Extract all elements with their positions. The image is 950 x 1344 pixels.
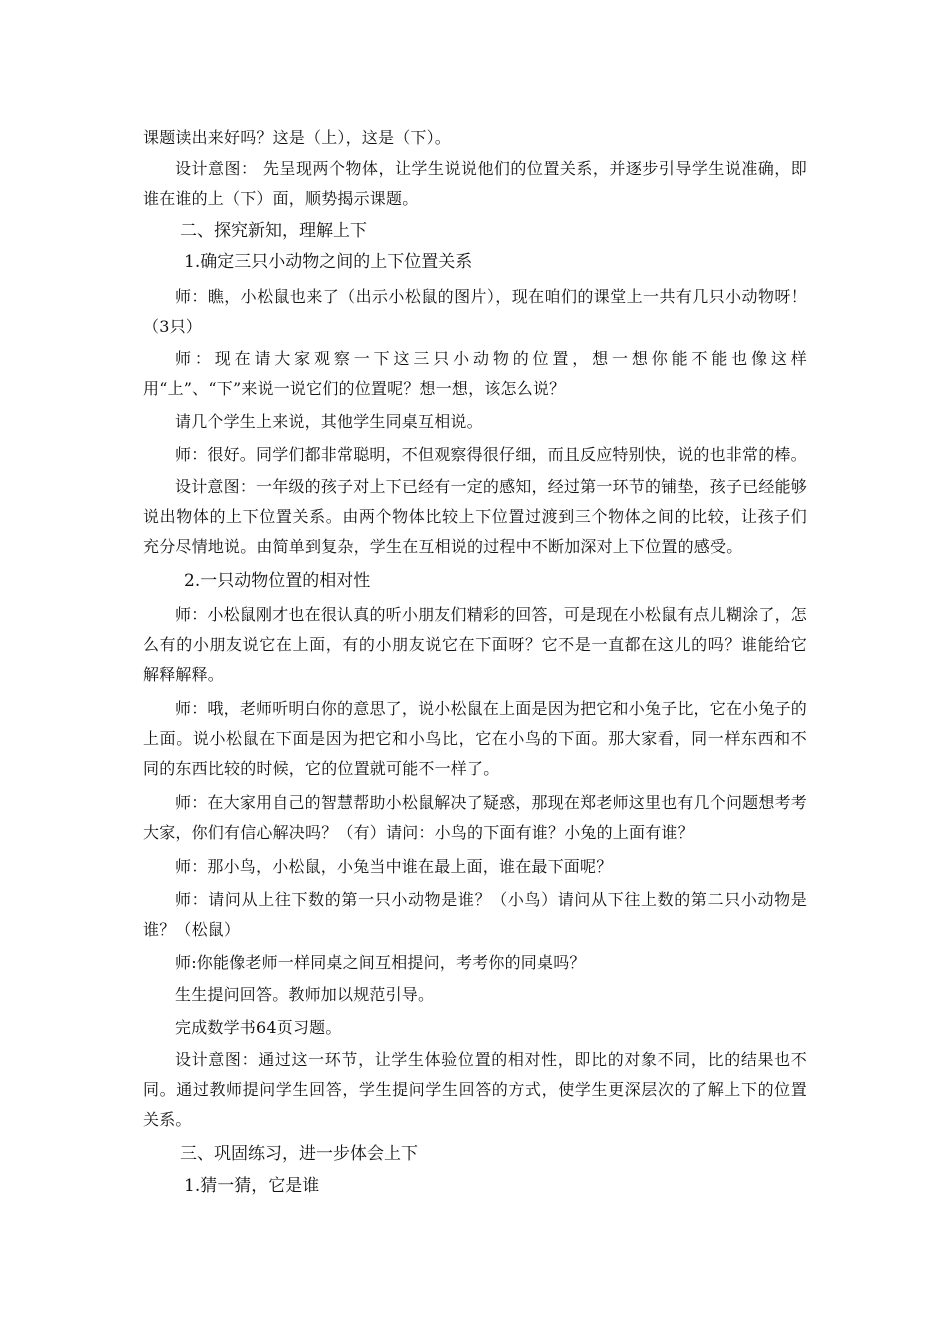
paragraph-intro-end: 课题读出来好吗？这是（上），这是（下）。 — [143, 128, 452, 147]
section-heading-3: 三、巩固练习，进一步体会上下 — [180, 1144, 418, 1164]
paragraph-teacher-5: 师：哦，老师听明白你的意思了，说小松鼠在上面是因为把它和小兔子比，它在小兔子的上面。说小松鼠在下面是因为把它和小鸟比，它在小鸟的下面。那大家看，同一样东西和不同的东西比较的时候，它的位置就可能不一样了。 — [143, 699, 807, 778]
section-heading-2: 二、探究新知，理解上下 — [180, 221, 367, 241]
paragraph-design-intent-3: 设计意图：通过这一环节，让学生体验位置的相对性，即比的对象不同，比的结果也不同。通过教师提问学生回答，学生提问学生回答的方式，使学生更深层次的了解上下的位置关系。 — [143, 1050, 807, 1129]
paragraph-teacher-1: 师：瞧，小松鼠也来了（出示小松鼠的图片），现在咱们的课堂上一共有几只小动物呀！（3只） — [143, 287, 807, 336]
subsection-heading-2-2: 2.一只动物位置的相对性 — [184, 571, 371, 591]
paragraph-exercise: 完成数学书64页习题。 — [175, 1018, 342, 1037]
paragraph-teacher-7: 师：那小鸟，小松鼠，小兔当中谁在最上面，谁在最下面呢？ — [175, 857, 613, 876]
paragraph-students-qa: 生生提问回答。教师加以规范引导。 — [175, 985, 435, 1004]
paragraph-design-intent-1: 设计意图： 先呈现两个物体，让学生说说他们的位置关系，并逐步引导学生说准确，即谁在谁的上（下）面，顺势揭示课题。 — [143, 159, 807, 208]
paragraph-teacher-6: 师：在大家用自己的智慧帮助小松鼠解决了疑惑，那现在郑老师这里也有几个问题想考考大家，你们有信心解决吗？（有）请问：小鸟的下面有谁？小兔的上面有谁？ — [143, 793, 807, 842]
paragraph-design-intent-2: 设计意图：一年级的孩子对上下已经有一定的感知，经过第一环节的铺垫，孩子已经能够说出物体的上下位置关系。由两个物体比较上下位置过渡到三个物体之间的比较，让孩子们充分尽情地说。由简单到复杂，学生在互相说的过程中不断加深对上下位置的感受。 — [143, 477, 807, 556]
paragraph-teacher-9: 师:你能像老师一样同桌之间互相提问，考考你的同桌吗？ — [175, 953, 586, 972]
paragraph-teacher-2: 师：现在请大家观察一下这三只小动物的位置，想一想你能不能也像这样用“上”、“下”来说一说它们的位置呢？想一想，该怎么说？ — [143, 349, 807, 398]
paragraph-teacher-3: 师：很好。同学们都非常聪明，不但观察得很仔细，而且反应特别快，说的也非常的棒。 — [175, 445, 807, 464]
paragraph-teacher-4: 师：小松鼠刚才也在很认真的听小朋友们精彩的回答，可是现在小松鼠有点儿糊涂了，怎么有的小朋友说它在上面，有的小朋友说它在下面呀？它不是一直都在这儿的吗？谁能给它解释解释。 — [143, 605, 807, 684]
paragraph-students-talk: 请几个学生上来说，其他学生同桌互相说。 — [175, 412, 483, 431]
subsection-heading-2-1: 1.确定三只小动物之间的上下位置关系 — [184, 252, 473, 272]
paragraph-teacher-8: 师：请问从上往下数的第一只小动物是谁？（小鸟）请问从下往上数的第二只小动物是谁？（松鼠） — [143, 890, 807, 939]
subsection-heading-3-1: 1.猜一猜，它是谁 — [184, 1176, 320, 1196]
